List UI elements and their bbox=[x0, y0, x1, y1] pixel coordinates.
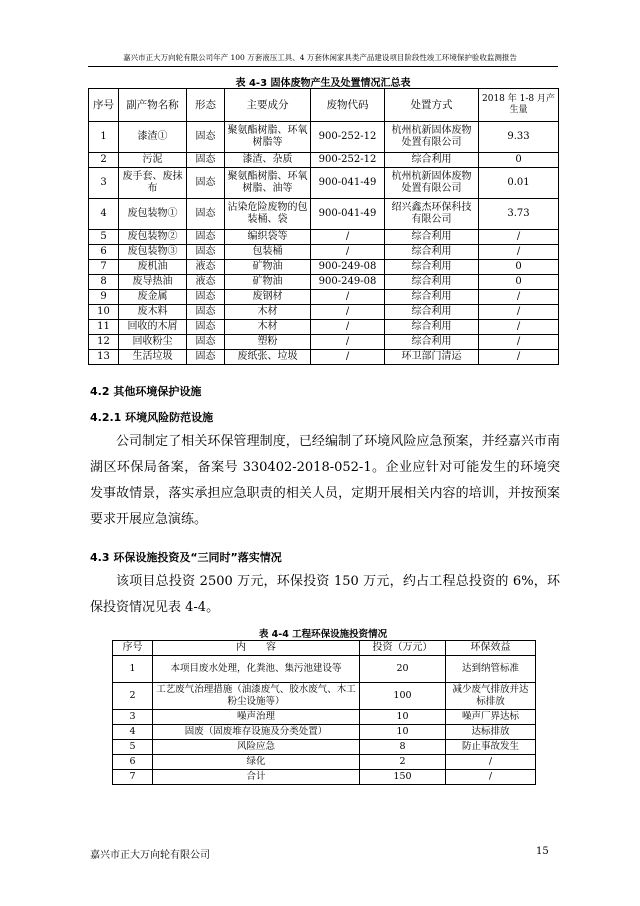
table1-caption: 表 4-3 固体废物产生及处置情况汇总表 bbox=[235, 78, 411, 89]
table-cell: 包装桶 bbox=[225, 245, 311, 260]
table-cell: 综合利用 bbox=[385, 320, 479, 335]
table-cell: 10 bbox=[89, 305, 119, 320]
table-cell: 3.73 bbox=[479, 199, 559, 230]
table-row bbox=[113, 710, 536, 725]
table-cell: 7 bbox=[89, 260, 119, 275]
table-cell: 5 bbox=[113, 740, 153, 755]
column-header: 形态 bbox=[187, 89, 225, 122]
table-cell: 固态 bbox=[187, 230, 225, 245]
table-cell: 2 bbox=[89, 153, 119, 168]
table-cell: 13 bbox=[89, 350, 119, 365]
solid-waste-table bbox=[88, 88, 559, 365]
table-cell: 2 bbox=[360, 755, 446, 770]
table-cell: / bbox=[311, 350, 385, 365]
table-cell: 150 bbox=[360, 770, 446, 785]
section-heading-4-2-1: 4.2.1 环境风险防范设施 bbox=[90, 411, 214, 424]
table-row bbox=[89, 168, 559, 199]
table-cell: 废纸张、垃圾 bbox=[225, 350, 311, 365]
table-cell: 固态 bbox=[187, 122, 225, 153]
table-cell: 综合利用 bbox=[385, 230, 479, 245]
table-cell: 木材 bbox=[225, 320, 311, 335]
investment-paragraph: 该项目总投资 2500 万元，环保投资 150 万元，约占工程总投资的 6%，环保投资情况见表 4-4。 bbox=[90, 574, 560, 615]
table-row bbox=[89, 122, 559, 153]
table-cell: 漆渣① bbox=[119, 122, 187, 153]
table-cell: 固废（固废堆存设施及分类处置） bbox=[153, 725, 360, 740]
table-cell: 9.33 bbox=[479, 122, 559, 153]
table-cell: 编织袋等 bbox=[225, 230, 311, 245]
table-cell: 900-252-12 bbox=[311, 153, 385, 168]
table-cell: 沾染危险废物的包装桶、袋 bbox=[225, 199, 311, 230]
table-cell: 固态 bbox=[187, 168, 225, 199]
table-cell: / bbox=[479, 350, 559, 365]
table-cell: 综合利用 bbox=[385, 290, 479, 305]
page-number: 15 bbox=[536, 846, 549, 857]
table-cell: 废包装物③ bbox=[119, 245, 187, 260]
table-row bbox=[89, 230, 559, 245]
table-cell: 绍兴鑫杰环保科技有限公司 bbox=[385, 199, 479, 230]
table-cell: 900-041-49 bbox=[311, 168, 385, 199]
table-row bbox=[113, 683, 536, 710]
table-cell: 0 bbox=[479, 153, 559, 168]
table-cell: 塑粉 bbox=[225, 335, 311, 350]
table-cell: 7 bbox=[113, 770, 153, 785]
table-cell: 综合利用 bbox=[385, 275, 479, 290]
table-cell: 污泥 bbox=[119, 153, 187, 168]
table-cell: 噪声厂界达标 bbox=[446, 710, 536, 725]
table-cell: 10 bbox=[360, 710, 446, 725]
table-cell: 废钢材 bbox=[225, 290, 311, 305]
table-row bbox=[89, 260, 559, 275]
table-cell: / bbox=[311, 290, 385, 305]
table-cell: 900-041-49 bbox=[311, 199, 385, 230]
table-cell: / bbox=[479, 290, 559, 305]
table-cell: 综合利用 bbox=[385, 335, 479, 350]
table-row bbox=[113, 656, 536, 683]
table-cell: 900-249-08 bbox=[311, 275, 385, 290]
footer-company: 嘉兴市正大万向轮有限公司 bbox=[90, 850, 210, 861]
table-cell: 液态 bbox=[187, 260, 225, 275]
table-cell: 4 bbox=[113, 725, 153, 740]
table2-caption: 表 4-4 工程环保设施投资情况 bbox=[258, 629, 388, 640]
table-cell: 合计 bbox=[153, 770, 360, 785]
table-cell: 5 bbox=[89, 230, 119, 245]
column-header: 处置方式 bbox=[385, 89, 479, 122]
header-divider bbox=[88, 66, 558, 67]
table-cell: 漆渣、杂质 bbox=[225, 153, 311, 168]
table-cell: 3 bbox=[89, 168, 119, 199]
table-cell: 6 bbox=[89, 245, 119, 260]
table-cell: 固态 bbox=[187, 245, 225, 260]
table-cell: 10 bbox=[360, 725, 446, 740]
table-cell: 固态 bbox=[187, 320, 225, 335]
table-row bbox=[89, 350, 559, 365]
column-header: 序号 bbox=[89, 89, 119, 122]
table-cell: 防止事故发生 bbox=[446, 740, 536, 755]
table-cell: 矿物油 bbox=[225, 260, 311, 275]
table-cell: 固态 bbox=[187, 199, 225, 230]
table-cell: / bbox=[479, 320, 559, 335]
table-cell: 回收的木屑 bbox=[119, 320, 187, 335]
column-header: 序号 bbox=[113, 641, 153, 656]
table-cell: 矿物油 bbox=[225, 275, 311, 290]
table-cell: 11 bbox=[89, 320, 119, 335]
table-row bbox=[89, 153, 559, 168]
table-cell: 回收粉尘 bbox=[119, 335, 187, 350]
table-cell: / bbox=[479, 335, 559, 350]
table-cell: 固态 bbox=[187, 335, 225, 350]
table-cell: / bbox=[479, 230, 559, 245]
table-cell: 4 bbox=[89, 199, 119, 230]
table-row bbox=[113, 740, 536, 755]
table-cell: 8 bbox=[360, 740, 446, 755]
table-cell: 8 bbox=[89, 275, 119, 290]
table-cell: 绿化 bbox=[153, 755, 360, 770]
column-header: 2018 年 1-8 月产生量 bbox=[479, 89, 559, 122]
column-header: 副产物名称 bbox=[119, 89, 187, 122]
table-cell: 液态 bbox=[187, 275, 225, 290]
table-cell: 0 bbox=[479, 260, 559, 275]
table-cell: 杭州杭新固体废物处置有限公司 bbox=[385, 168, 479, 199]
table-cell: / bbox=[446, 755, 536, 770]
table-row bbox=[113, 755, 536, 770]
table-cell: 本项目废水处理，化粪池、集污池建设等 bbox=[153, 656, 360, 683]
column-header: 内 容 bbox=[153, 641, 360, 656]
risk-prevention-paragraph: 公司制定了相关环保管理制度，已经编制了环境风险应急预案，并经嘉兴市南湖区环保局备案，备案号 330402-2018-052-1。企业应针对可能发生的环境突发事故情景，落实承担应急职责的相关人员，定期开展相关内容的培训，并按预案要求开展应急演练。 bbox=[90, 434, 560, 527]
table-cell: 0.01 bbox=[479, 168, 559, 199]
table-cell: 20 bbox=[360, 656, 446, 683]
table-cell: 木材 bbox=[225, 305, 311, 320]
table-cell: 1 bbox=[113, 656, 153, 683]
table-cell: / bbox=[311, 245, 385, 260]
table-cell: 2 bbox=[113, 683, 153, 710]
table-cell: 杭州杭新固体废物处置有限公司 bbox=[385, 122, 479, 153]
table-row bbox=[113, 770, 536, 785]
section-heading-4-2: 4.2 其他环境保护设施 bbox=[90, 385, 202, 398]
table-cell: 聚氨酯树脂、环氧树脂、油等 bbox=[225, 168, 311, 199]
table-cell: 900-249-08 bbox=[311, 260, 385, 275]
table-cell: 综合利用 bbox=[385, 260, 479, 275]
table-cell: / bbox=[311, 230, 385, 245]
table-cell: 废包装物① bbox=[119, 199, 187, 230]
section-heading-4-3: 4.3 环保设施投资及“三同时”落实情况 bbox=[90, 551, 282, 564]
table-cell: 固态 bbox=[187, 350, 225, 365]
table-row bbox=[89, 199, 559, 230]
table-cell: 900-252-12 bbox=[311, 122, 385, 153]
table-cell: 工艺废气治理措施（油漆废气、胶水废气、木工粉尘设施等） bbox=[153, 683, 360, 710]
table-cell: 达到纳管标准 bbox=[446, 656, 536, 683]
table-cell: 综合利用 bbox=[385, 305, 479, 320]
table-cell: 聚氨酯树脂、环氧树脂等 bbox=[225, 122, 311, 153]
table-cell: 生活垃圾 bbox=[119, 350, 187, 365]
column-header: 投资（万元） bbox=[360, 641, 446, 656]
page-header: 嘉兴市正大万向轮有限公司年产 100 万套液压工具、4 万套休闲家具类产品建设项目阶段性竣工环境保护验收监测报告 bbox=[123, 53, 517, 62]
table-cell: 100 bbox=[360, 683, 446, 710]
table-cell: 风险应急 bbox=[153, 740, 360, 755]
table-cell: 废木料 bbox=[119, 305, 187, 320]
column-header: 环保效益 bbox=[446, 641, 536, 656]
table-cell: 综合利用 bbox=[385, 153, 479, 168]
table-cell: 废手套、废抹布 bbox=[119, 168, 187, 199]
table-cell: 噪声治理 bbox=[153, 710, 360, 725]
table-cell: 6 bbox=[113, 755, 153, 770]
table-cell: 减少废气排放并达标排放 bbox=[446, 683, 536, 710]
table-cell: / bbox=[311, 335, 385, 350]
table-cell: 1 bbox=[89, 122, 119, 153]
table-cell: / bbox=[311, 320, 385, 335]
table-cell: 固态 bbox=[187, 153, 225, 168]
table-cell: 固态 bbox=[187, 290, 225, 305]
table-row bbox=[89, 320, 559, 335]
column-header: 废物代码 bbox=[311, 89, 385, 122]
table-row bbox=[89, 245, 559, 260]
table-cell: 固态 bbox=[187, 305, 225, 320]
column-header: 主要成分 bbox=[225, 89, 311, 122]
table-cell: 废金属 bbox=[119, 290, 187, 305]
table-row bbox=[89, 275, 559, 290]
table-cell: 0 bbox=[479, 275, 559, 290]
table-cell: 综合利用 bbox=[385, 245, 479, 260]
table-cell: 废包装物② bbox=[119, 230, 187, 245]
table-row bbox=[89, 335, 559, 350]
table-row bbox=[113, 725, 536, 740]
table-cell: 废导热油 bbox=[119, 275, 187, 290]
table-cell: 废机油 bbox=[119, 260, 187, 275]
table-cell: 环卫部门清运 bbox=[385, 350, 479, 365]
table-cell: / bbox=[479, 245, 559, 260]
env-investment-table bbox=[112, 640, 536, 785]
table-row bbox=[89, 305, 559, 320]
table-cell: 3 bbox=[113, 710, 153, 725]
table-cell: / bbox=[479, 305, 559, 320]
table-cell: 9 bbox=[89, 290, 119, 305]
table-cell: 达标排放 bbox=[446, 725, 536, 740]
table-cell: / bbox=[446, 770, 536, 785]
table-cell: / bbox=[311, 305, 385, 320]
table-row bbox=[89, 290, 559, 305]
table-cell: 12 bbox=[89, 335, 119, 350]
